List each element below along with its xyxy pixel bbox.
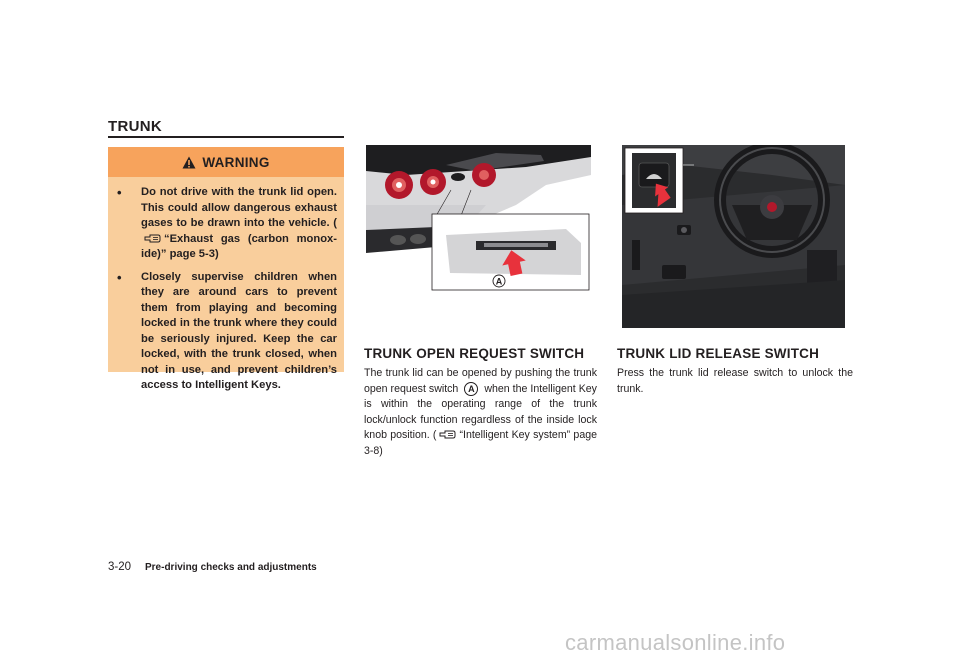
pointing-hand-icon	[144, 233, 161, 243]
warning-item	[115, 185, 337, 263]
reference-link: “Intelligent Key system” page 3-8)	[364, 429, 597, 457]
warning-triangle-icon	[182, 156, 196, 169]
callout-a-label: A	[464, 382, 478, 396]
bullet: •	[117, 185, 122, 200]
section-divider	[108, 136, 344, 138]
watermark: carmanualsonline.info	[565, 630, 786, 655]
warning-box	[108, 147, 344, 391]
warning-item-text: Do not drive with the trunk lid open. This could allow dangerous exhaust gases to be drawn into the vehicle. (	[141, 186, 337, 229]
section-title: TRUNK	[108, 118, 162, 135]
bullet: •	[117, 269, 122, 285]
warning-item-text: Closely supervise children when they are around cars to prevent them from playing and becoming locked in the trunk where they could be seriously injured. Keep the car locked, with the trunk closed, when not in use, and prevent children’s access to Intelligent Keys.	[141, 270, 337, 391]
trunk-lid-release-heading: TRUNK LID RELEASE SWITCH	[617, 346, 820, 361]
warning-title: WARNING	[202, 154, 270, 170]
pointing-hand-icon	[439, 429, 456, 439]
trunk-lid-release-figure	[622, 145, 845, 328]
warning-item	[115, 270, 337, 394]
warning-header	[108, 147, 344, 177]
footer-chapter-title: Pre-driving checks and adjustments	[145, 562, 317, 573]
trunk-open-switch-heading: TRUNK OPEN REQUEST SWITCH	[364, 346, 585, 361]
warning-item-reference: “Exhaust gas (carbon monox-ide)” page 5-3)	[141, 232, 337, 260]
trunk-open-switch-figure	[366, 145, 591, 292]
page-number: 3-20	[108, 561, 132, 573]
trunk-open-switch-text: The trunk lid can be opened by pushing the trunk open request switch A when the Intelligent Key is within the operating range of the trunk lock/unlock function regardless of the inside lock knob position. ( “Intelligent Key system” page 3-8)	[364, 367, 597, 457]
warning-list	[115, 185, 337, 401]
callout-a: A	[495, 276, 503, 287]
trunk-lid-release-text: Press the trunk lid release switch to unlock the trunk.	[617, 367, 853, 395]
